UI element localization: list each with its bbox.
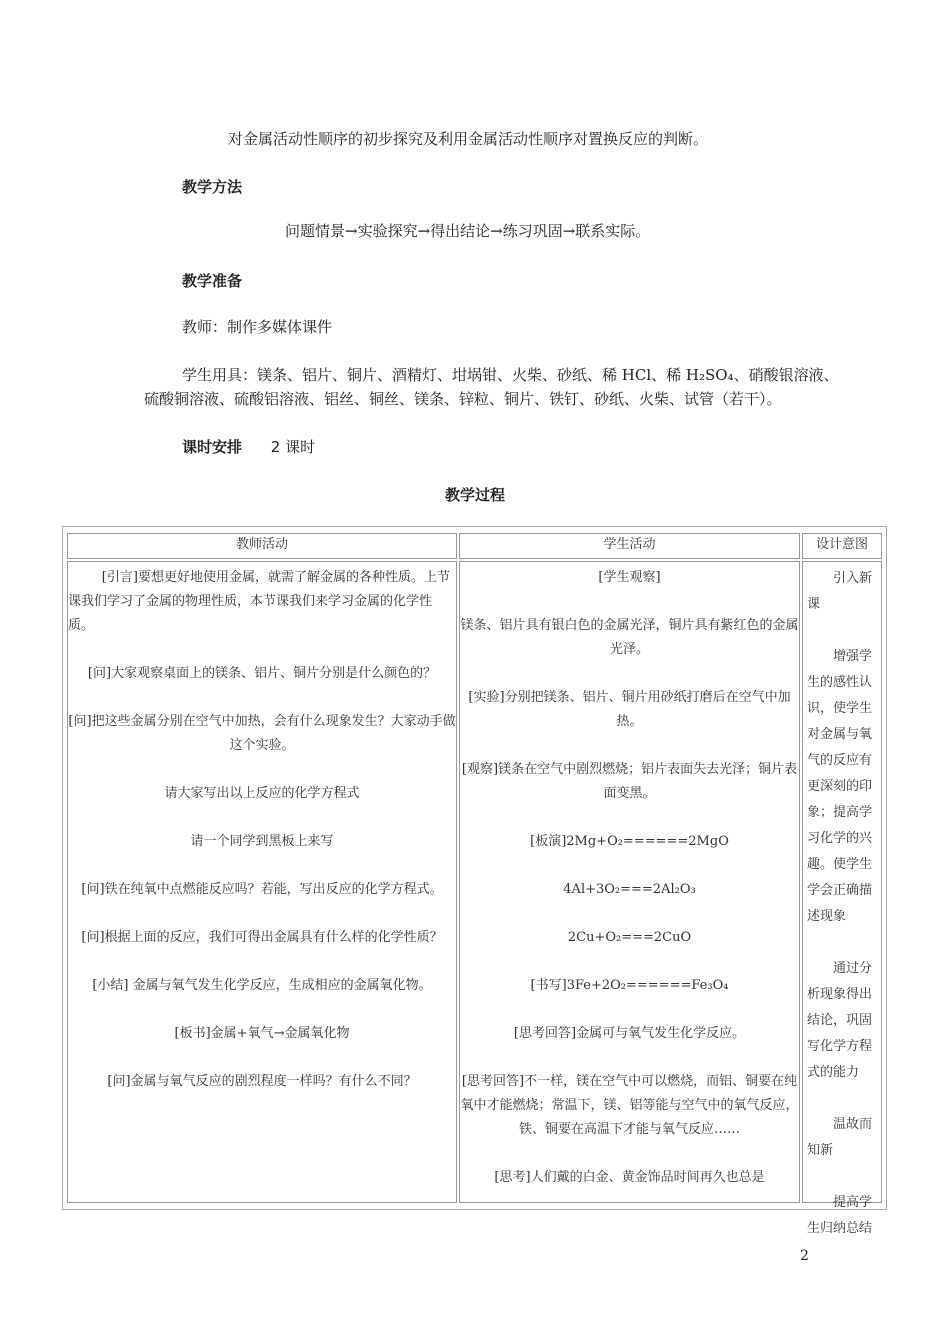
student-item: [板演]2Mg+O₂======2MgO bbox=[530, 834, 729, 849]
header-student: 学生活动 bbox=[459, 533, 800, 559]
student-item: 2Cu+O₂===2CuO bbox=[567, 930, 692, 945]
header-design: 设计意图 bbox=[802, 533, 882, 559]
design-item: 通过分析现象得出结论，巩固写化学方程式的能力 bbox=[807, 961, 873, 1080]
teacher-item: [问]把这些金属分别在空气中加热，会有什么现象发生？大家动手做这个实验。 bbox=[68, 714, 456, 753]
header-teacher: 教师活动 bbox=[67, 533, 457, 559]
page-number: 2 bbox=[800, 1248, 809, 1264]
student-item: [实验]分别把镁条、铝片、铜片用砂纸打磨后在空气中加热。 bbox=[468, 690, 791, 729]
student-item: [思考回答]金属可与氧气发生化学反应。 bbox=[513, 1026, 746, 1041]
student-item: [思考]人们戴的白金、黄金饰品时间再久也总是 bbox=[494, 1170, 765, 1185]
design-item: 增强学生的感性认识，使学生对金属与氧气的反应有更深刻的印象；提高学习化学的兴趣。使学生学会正确描述现象 bbox=[807, 649, 873, 924]
process-title: 教学过程 bbox=[444, 486, 505, 504]
design-item: 引入新课 bbox=[807, 571, 873, 612]
teacher-item: 请一个同学到黑板上来写 bbox=[190, 834, 334, 849]
teacher-item: [问]金属与氧气反应的剧烈程度一样吗？有什么不同？ bbox=[107, 1074, 417, 1089]
teacher-item: [问]根据上面的反应，我们可得出金属具有什么样的化学性质？ bbox=[81, 930, 443, 945]
student-item: [思考回答]不一样，镁在空气中可以燃烧，而铝、铜要在纯氧中才能燃烧；常温下，镁、铝等能与空气中的氧气反应，铁、铜要在高温下才能与氧气反应…… bbox=[460, 1074, 799, 1137]
schedule-value: 2 课时 bbox=[270, 438, 316, 456]
student-item: [书写]3Fe+2O₂======Fe₃O₄ bbox=[530, 978, 729, 993]
schedule bbox=[182, 436, 315, 457]
teacher-item: [引言]要想更好地使用金属，就需了解金属的各种性质。上节课我们学习了金属的物理性质，本节课我们来学习金属的化学性质。 bbox=[68, 570, 450, 633]
teacher-item: [板书]金属+氧气→金属氧化物 bbox=[174, 1026, 350, 1041]
student-item: [学生观察] bbox=[598, 570, 661, 585]
intro-line: 对金属活动性顺序的初步探究及利用金属活动性顺序对置换反应的判断。 bbox=[228, 130, 709, 148]
teacher-item: [小结] 金属与氧气发生化学反应，生成相应的金属氧化物。 bbox=[92, 978, 432, 993]
teacher-item: [问]大家观察桌面上的镁条、铝片、铜片分别是什么颜色的？ bbox=[87, 666, 437, 681]
method-text: 问题情景→实验探究→得出结论→练习巩固→联系实际。 bbox=[285, 222, 651, 240]
schedule-label: 课时安排 bbox=[182, 438, 243, 456]
design-column bbox=[802, 561, 882, 1236]
prep-heading: 教学准备 bbox=[182, 272, 243, 290]
design-item: 温故而知新 bbox=[807, 1117, 873, 1158]
prep-student-line2: 硫酸铜溶液、硫酸铝溶液、铝丝、铜丝、镁条、锌粒、铜片、铁钉、砂纸、火柴、试管（若干）。 bbox=[144, 390, 782, 408]
student-item: [观察]镁条在空气中剧烈燃烧；铝片表面失去光泽；铜片表面变黑。 bbox=[461, 762, 798, 801]
prep-teacher: 教师：制作多媒体课件 bbox=[182, 318, 333, 336]
teacher-column bbox=[67, 561, 457, 1203]
process-table bbox=[62, 526, 887, 1236]
prep-student-line1: 学生用具：镁条、铝片、铜片、酒精灯、坩埚钳、火柴、砂纸、稀 HCl、稀 H₂SO₄、硝酸银溶液、 bbox=[182, 366, 839, 384]
teacher-item: 请大家写出以上反应的化学方程式 bbox=[164, 786, 360, 801]
method-heading: 教学方法 bbox=[182, 178, 243, 196]
student-item: 4Al+3O₂===2Al₂O₃ bbox=[563, 882, 696, 897]
teacher-item: [问]铁在纯氧中点燃能反应吗？若能，写出反应的化学方程式。 bbox=[81, 882, 443, 897]
student-item: 镁条、铝片具有银白色的金属光泽，铜片具有紫红色的金属光泽。 bbox=[460, 618, 799, 657]
student-column bbox=[459, 561, 800, 1203]
design-item: 提高学生归纳总结 bbox=[807, 1195, 873, 1236]
